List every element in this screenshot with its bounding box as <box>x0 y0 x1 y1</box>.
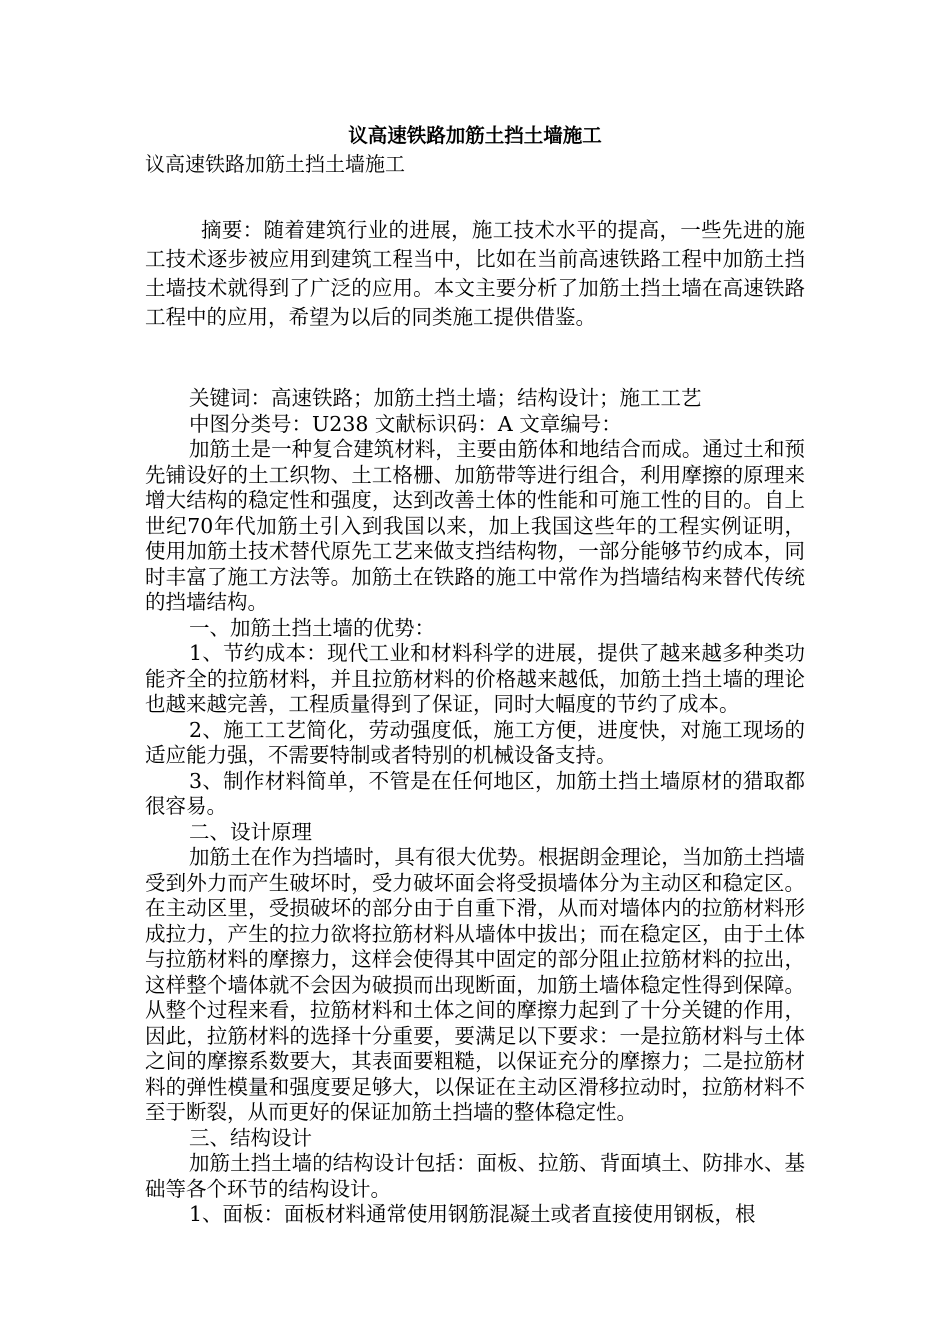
section-heading-structure-design: 三、结构设计 <box>189 1125 312 1150</box>
design-principle-paragraph: 加筋土在作为挡墙时，具有很大优势。根据朗金理论，当加筋土挡墙受到外力而产生破坏时，受力破坏面会将受损墙体分为主动区和稳定区。在主动区里，受损破坏的部分由于自重下滑，从而对墙体内的拉筋材料形成拉力，产生的拉力欲将拉筋材料从墙体中拔出；而在稳定区，由于土体与拉筋材料的摩擦力，这样会使得其中固定的部分阻止拉筋材料的拉出，这样整个墙体就不会因为破损而出现断面，加筋土墙体稳定性得到保障。从整个过程来看，拉筋材料和土体之间的摩擦力起到了十分关键的作用，因此，拉筋材料的选择十分重要，要满足以下要求：一是拉筋材料与土体之间的摩擦系数要大，其表面要粗糙，以保证充分的摩擦力；二是拉筋材料的弹性模量和强度要足够大，以保证在主动区滑移拉动时，拉筋材料不至于断裂，从而更好的保证加筋土挡墙的整体稳定性。 <box>145 845 805 1124</box>
structure-item-1: 1、面板：面板材料通常使用钢筋混凝土或者直接使用钢板，根 <box>189 1202 756 1226</box>
document-page <box>145 122 805 1228</box>
document-title: 议高速铁路加筋土挡土墙施工 <box>348 124 602 147</box>
advantage-item-1: 1、节约成本：现代工业和材料科学的进展，提供了越来越多种类功能齐全的拉筋材料，并且拉筋材料的价格越来越低，加筋土挡土墙的理论也越来越完善，工程质量得到了保证，同时大幅度的节约了成本。 <box>145 641 805 716</box>
structure-design-paragraph: 加筋土挡土墙的结构设计包括：面板、拉筋、背面填土、防排水、基础等各个环节的结构设计。 <box>145 1151 805 1201</box>
spacer <box>145 332 805 386</box>
spacer <box>145 178 805 216</box>
section-heading-advantages: 一、加筋土挡土墙的优势： <box>189 615 435 640</box>
intro-paragraph: 加筋土是一种复合建筑材料，主要由筋体和地结合而成。通过土和预先铺设好的土工织物、土工格栅、加筋带等进行组合，利用摩擦的原理来增大结构的稳定性和强度，达到改善土体的性能和可施工性的目的。自上世纪70年代加筋土引入到我国以来，加上我国这些年的工程实例证明，使用加筋土技术替代原先工艺来做支挡结构物，一部分能够节约成本，同时丰富了施工方法等。加筋土在铁路的施工中常作为挡墙结构来替代传统的挡墙结构。 <box>145 437 805 614</box>
section-heading-design-principle: 二、设计原理 <box>189 819 312 844</box>
abstract-paragraph: 摘要：随着建筑行业的进展，施工技术水平的提高，一些先进的施工技术逐步被应用到建筑工程当中，比如在当前高速铁路工程中加筋土挡土墙技术就得到了广泛的应用。本文主要分析了加筋土挡土墙在高速铁路工程中的应用，希望为以后的同类施工提供借鉴。 <box>145 218 805 329</box>
advantage-item-3: 3、制作材料简单，不管是在任何地区，加筋土挡土墙原材的猎取都很容易。 <box>145 768 805 818</box>
document-body <box>145 386 805 1228</box>
classification-line: 中图分类号：U238 文献标识码：A 文章编号： <box>189 411 622 436</box>
document-subtitle: 议高速铁路加筋土挡土墙施工 <box>145 152 405 176</box>
keywords-line: 关键词：高速铁路；加筋土挡土墙；结构设计；施工工艺 <box>189 386 702 410</box>
advantage-item-2: 2、施工工艺简化，劳动强度低，施工方便，进度快，对施工现场的适应能力强，不需要特制或者特别的机械设备支持。 <box>145 717 805 767</box>
